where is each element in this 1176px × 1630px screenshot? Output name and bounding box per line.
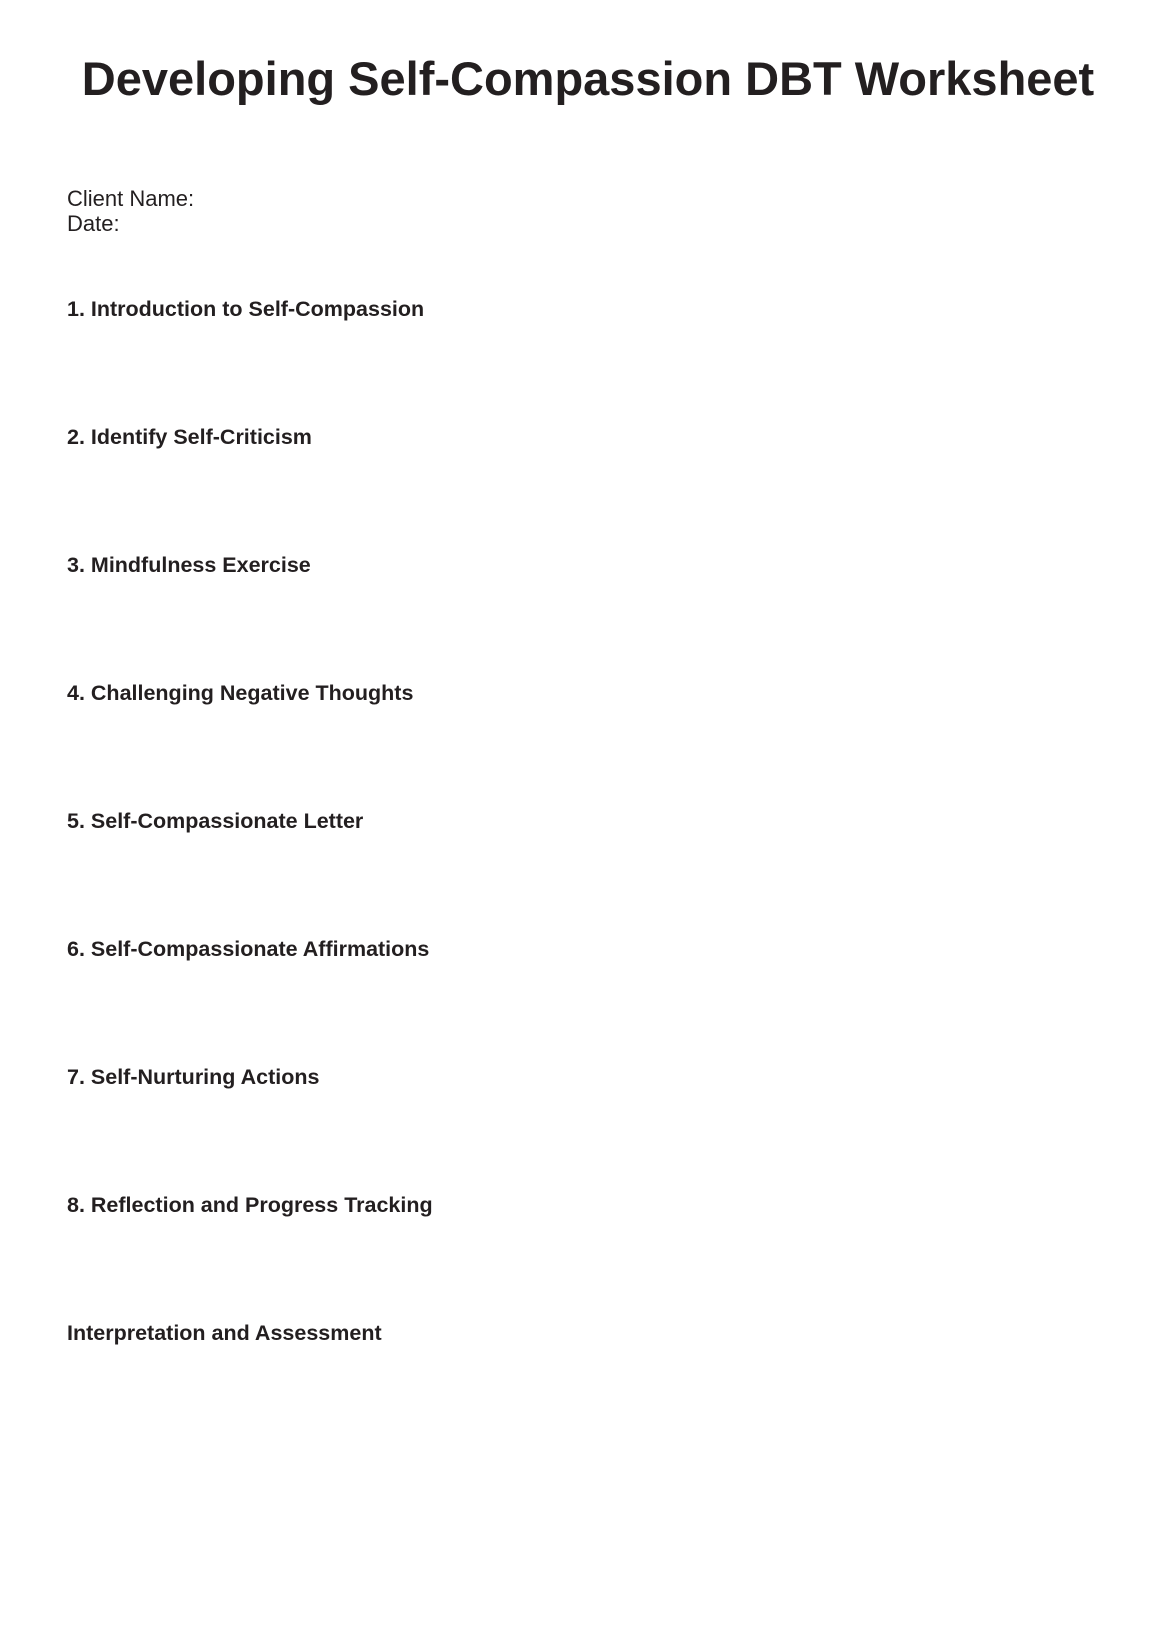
- date-label: Date:: [67, 211, 120, 236]
- section-heading-self-nurturing-actions: 7. Self-Nurturing Actions: [67, 1065, 320, 1089]
- section-heading-challenging-negative-thoughts: 4. Challenging Negative Thoughts: [67, 681, 414, 705]
- section-heading-self-compassionate-affirmations: 6. Self-Compassionate Affirmations: [67, 937, 430, 961]
- client-name-label: Client Name:: [67, 186, 195, 211]
- client-info-fields: [67, 186, 194, 236]
- section-heading-self-compassionate-letter: 5. Self-Compassionate Letter: [67, 809, 364, 833]
- page-title: Developing Self-Compassion DBT Worksheet: [81, 52, 1095, 105]
- section-heading-interpretation-assessment: Interpretation and Assessment: [67, 1321, 382, 1345]
- section-heading-identify-self-criticism: 2. Identify Self-Criticism: [67, 425, 312, 449]
- section-heading-reflection-progress: 8. Reflection and Progress Tracking: [67, 1193, 433, 1217]
- section-heading-introduction: 1. Introduction to Self-Compassion: [67, 297, 425, 321]
- section-heading-mindfulness-exercise: 3. Mindfulness Exercise: [67, 553, 311, 577]
